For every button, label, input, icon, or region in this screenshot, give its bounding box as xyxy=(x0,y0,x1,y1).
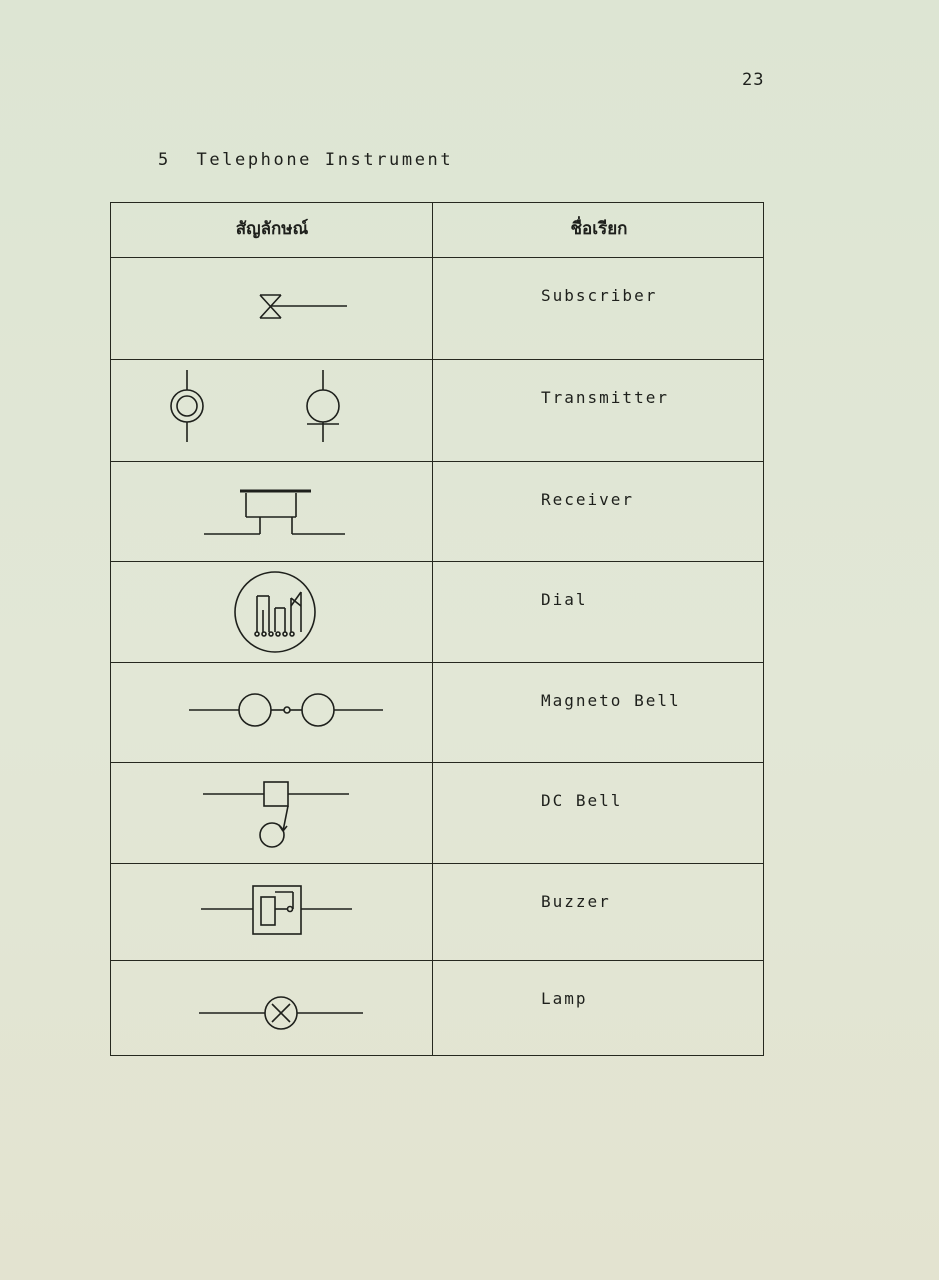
table-row xyxy=(111,864,763,961)
row-name: DC Bell xyxy=(541,791,623,810)
row-name: Transmitter xyxy=(541,388,669,407)
table-row xyxy=(111,258,763,360)
dial-symbol-icon xyxy=(111,562,433,663)
symbol-table xyxy=(110,202,764,1056)
row-name: Subscriber xyxy=(541,286,658,305)
buzzer-symbol-icon xyxy=(111,864,433,961)
row-name: Receiver xyxy=(541,490,635,509)
subscriber-symbol-icon xyxy=(111,258,433,360)
table-row xyxy=(111,360,763,462)
transmitter-symbol-icon xyxy=(111,360,433,462)
magneto-bell-symbol-icon xyxy=(111,663,433,763)
dc-bell-symbol-icon xyxy=(111,763,433,864)
header-name: ชื่อเรียก xyxy=(570,219,628,239)
table-row xyxy=(111,663,763,763)
row-name: Lamp xyxy=(541,989,588,1008)
table-row xyxy=(111,562,763,663)
table-row xyxy=(111,462,763,562)
row-name: Magneto Bell xyxy=(541,691,681,710)
row-name: Dial xyxy=(541,590,588,609)
section-title: 5 Telephone Instrument xyxy=(158,150,454,170)
lamp-symbol-icon xyxy=(111,961,433,1057)
header-symbol: สัญลักษณ์ xyxy=(235,219,309,239)
page-number: 23 xyxy=(742,70,765,90)
row-name: Buzzer xyxy=(541,892,611,911)
table-header-row xyxy=(111,203,763,258)
table-row xyxy=(111,763,763,864)
table-row xyxy=(111,961,763,1057)
receiver-symbol-icon xyxy=(111,462,433,562)
